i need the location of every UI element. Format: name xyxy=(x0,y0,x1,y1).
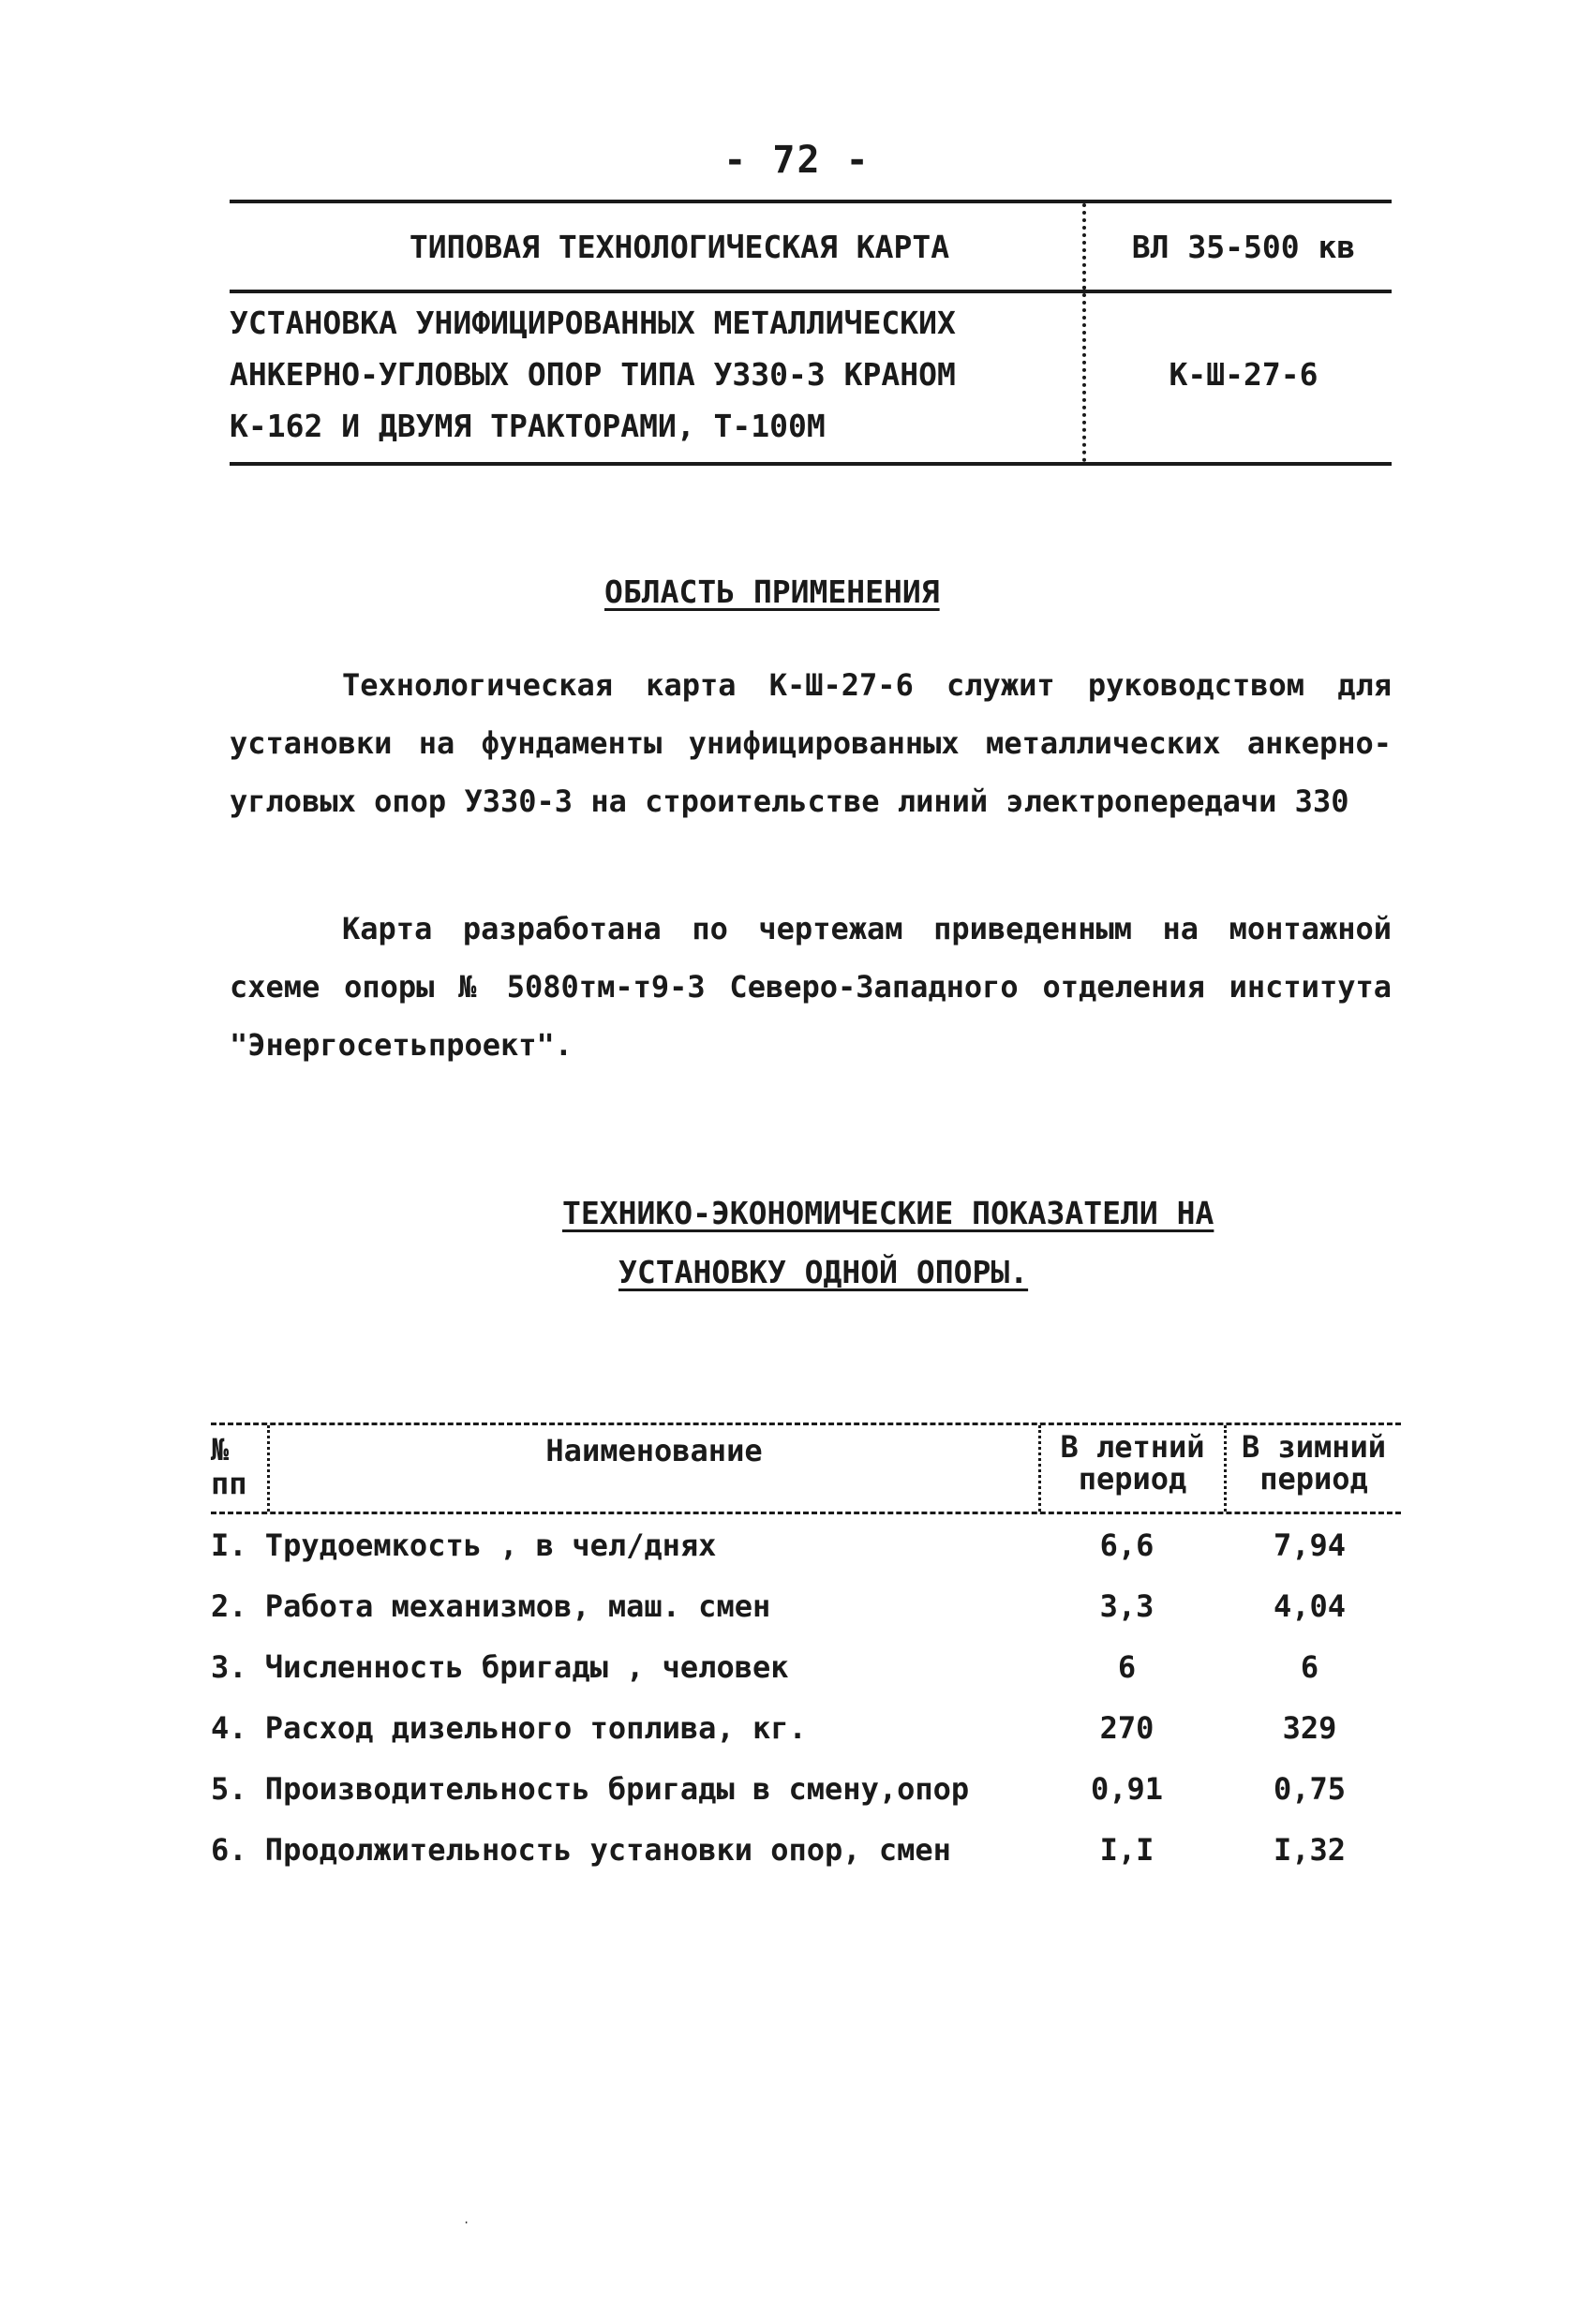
row-summer: 270 xyxy=(1099,1709,1155,1746)
table-row xyxy=(211,1819,1401,1880)
row-winter: 0,75 xyxy=(1273,1770,1347,1807)
indicators-table xyxy=(211,1423,1401,1880)
table-row xyxy=(211,1636,1401,1697)
row-summer: 6 xyxy=(1117,1648,1137,1685)
row-name: 3. Численность бригады , человек xyxy=(211,1648,789,1685)
row-winter: 6 xyxy=(1300,1648,1319,1685)
table-row xyxy=(211,1575,1401,1636)
header-separator xyxy=(1082,203,1086,290)
row-name: 5. Производительность бригады в смену,опор xyxy=(211,1770,970,1807)
row-winter: 4,04 xyxy=(1273,1587,1347,1624)
scope-paragraph-2: Карта разработана по чертежам приведенным на монтажной схеме опоры № 5080тм-т9-3 Северо-Западного отделения института "Энергосетьпроект". xyxy=(230,911,1392,1063)
table-row xyxy=(211,1697,1401,1758)
header-row-subject xyxy=(230,286,1392,466)
row-winter: 329 xyxy=(1282,1709,1337,1746)
table-header xyxy=(211,1423,1401,1514)
indicators-title-line-1: ТЕХНИКО-ЭКОНОМИЧЕСКИЕ ПОКАЗАТЕЛИ НА xyxy=(562,1195,1214,1231)
scan-dot: · xyxy=(463,2216,470,2229)
indicators-title-line-2: УСТАНОВКУ ОДНОЙ ОПОРЫ. xyxy=(618,1254,1029,1290)
row-name: I. Трудоемкость , в чел/днях xyxy=(211,1527,717,1563)
card-code: К-Ш-27-6 xyxy=(1169,355,1318,393)
column-header-summer: В летний период xyxy=(1041,1425,1227,1512)
scope-title: ОБЛАСТЬ ПРИМЕНЕНИЯ xyxy=(604,574,940,610)
row-name: 2. Работа механизмов, маш. смен xyxy=(211,1587,771,1624)
subject-title: УСТАНОВКА УНИФИЦИРОВАННЫХ МЕТАЛЛИЧЕСКИХ АНКЕРНО-УГЛОВЫХ ОПОР ТИПА У330-3 КРАНОМ К-162 И ДВУМЯ ТРАКТОРАМИ, Т-100М xyxy=(230,304,956,444)
row-name: 6. Продолжительность установки опор, смен xyxy=(211,1831,951,1868)
page-number: - 72 - xyxy=(723,139,871,182)
voltage-class: ВЛ 35-500 кв xyxy=(1131,228,1356,265)
row-summer: 0,91 xyxy=(1090,1770,1164,1807)
row-summer: 3,3 xyxy=(1099,1587,1155,1624)
doc-type-cell xyxy=(230,229,1073,265)
table-row xyxy=(211,1758,1401,1819)
column-header-num: № пп xyxy=(211,1425,270,1512)
table-row xyxy=(211,1514,1401,1575)
header-separator xyxy=(1082,286,1086,462)
row-name: 4. Расход дизельного топлива, кг. xyxy=(211,1709,807,1746)
scope-paragraph-1: Технологическая карта К-Ш-27-6 служит руководством для установки на фундаменты унифицированных металлических анкерно-угловых опор У330-3 на строительстве линий электропередачи 330 xyxy=(230,667,1392,819)
row-winter: 7,94 xyxy=(1273,1527,1347,1563)
row-summer: I,I xyxy=(1099,1831,1155,1868)
column-header-name: Наименование xyxy=(270,1425,1041,1512)
column-header-winter: В зимний период xyxy=(1241,1429,1387,1497)
row-summer: 6,6 xyxy=(1099,1527,1155,1563)
row-winter: I,32 xyxy=(1273,1831,1347,1868)
header-row-title xyxy=(230,200,1392,293)
doc-type: ТИПОВАЯ ТЕХНОЛОГИЧЕСКАЯ КАРТА xyxy=(409,228,950,265)
